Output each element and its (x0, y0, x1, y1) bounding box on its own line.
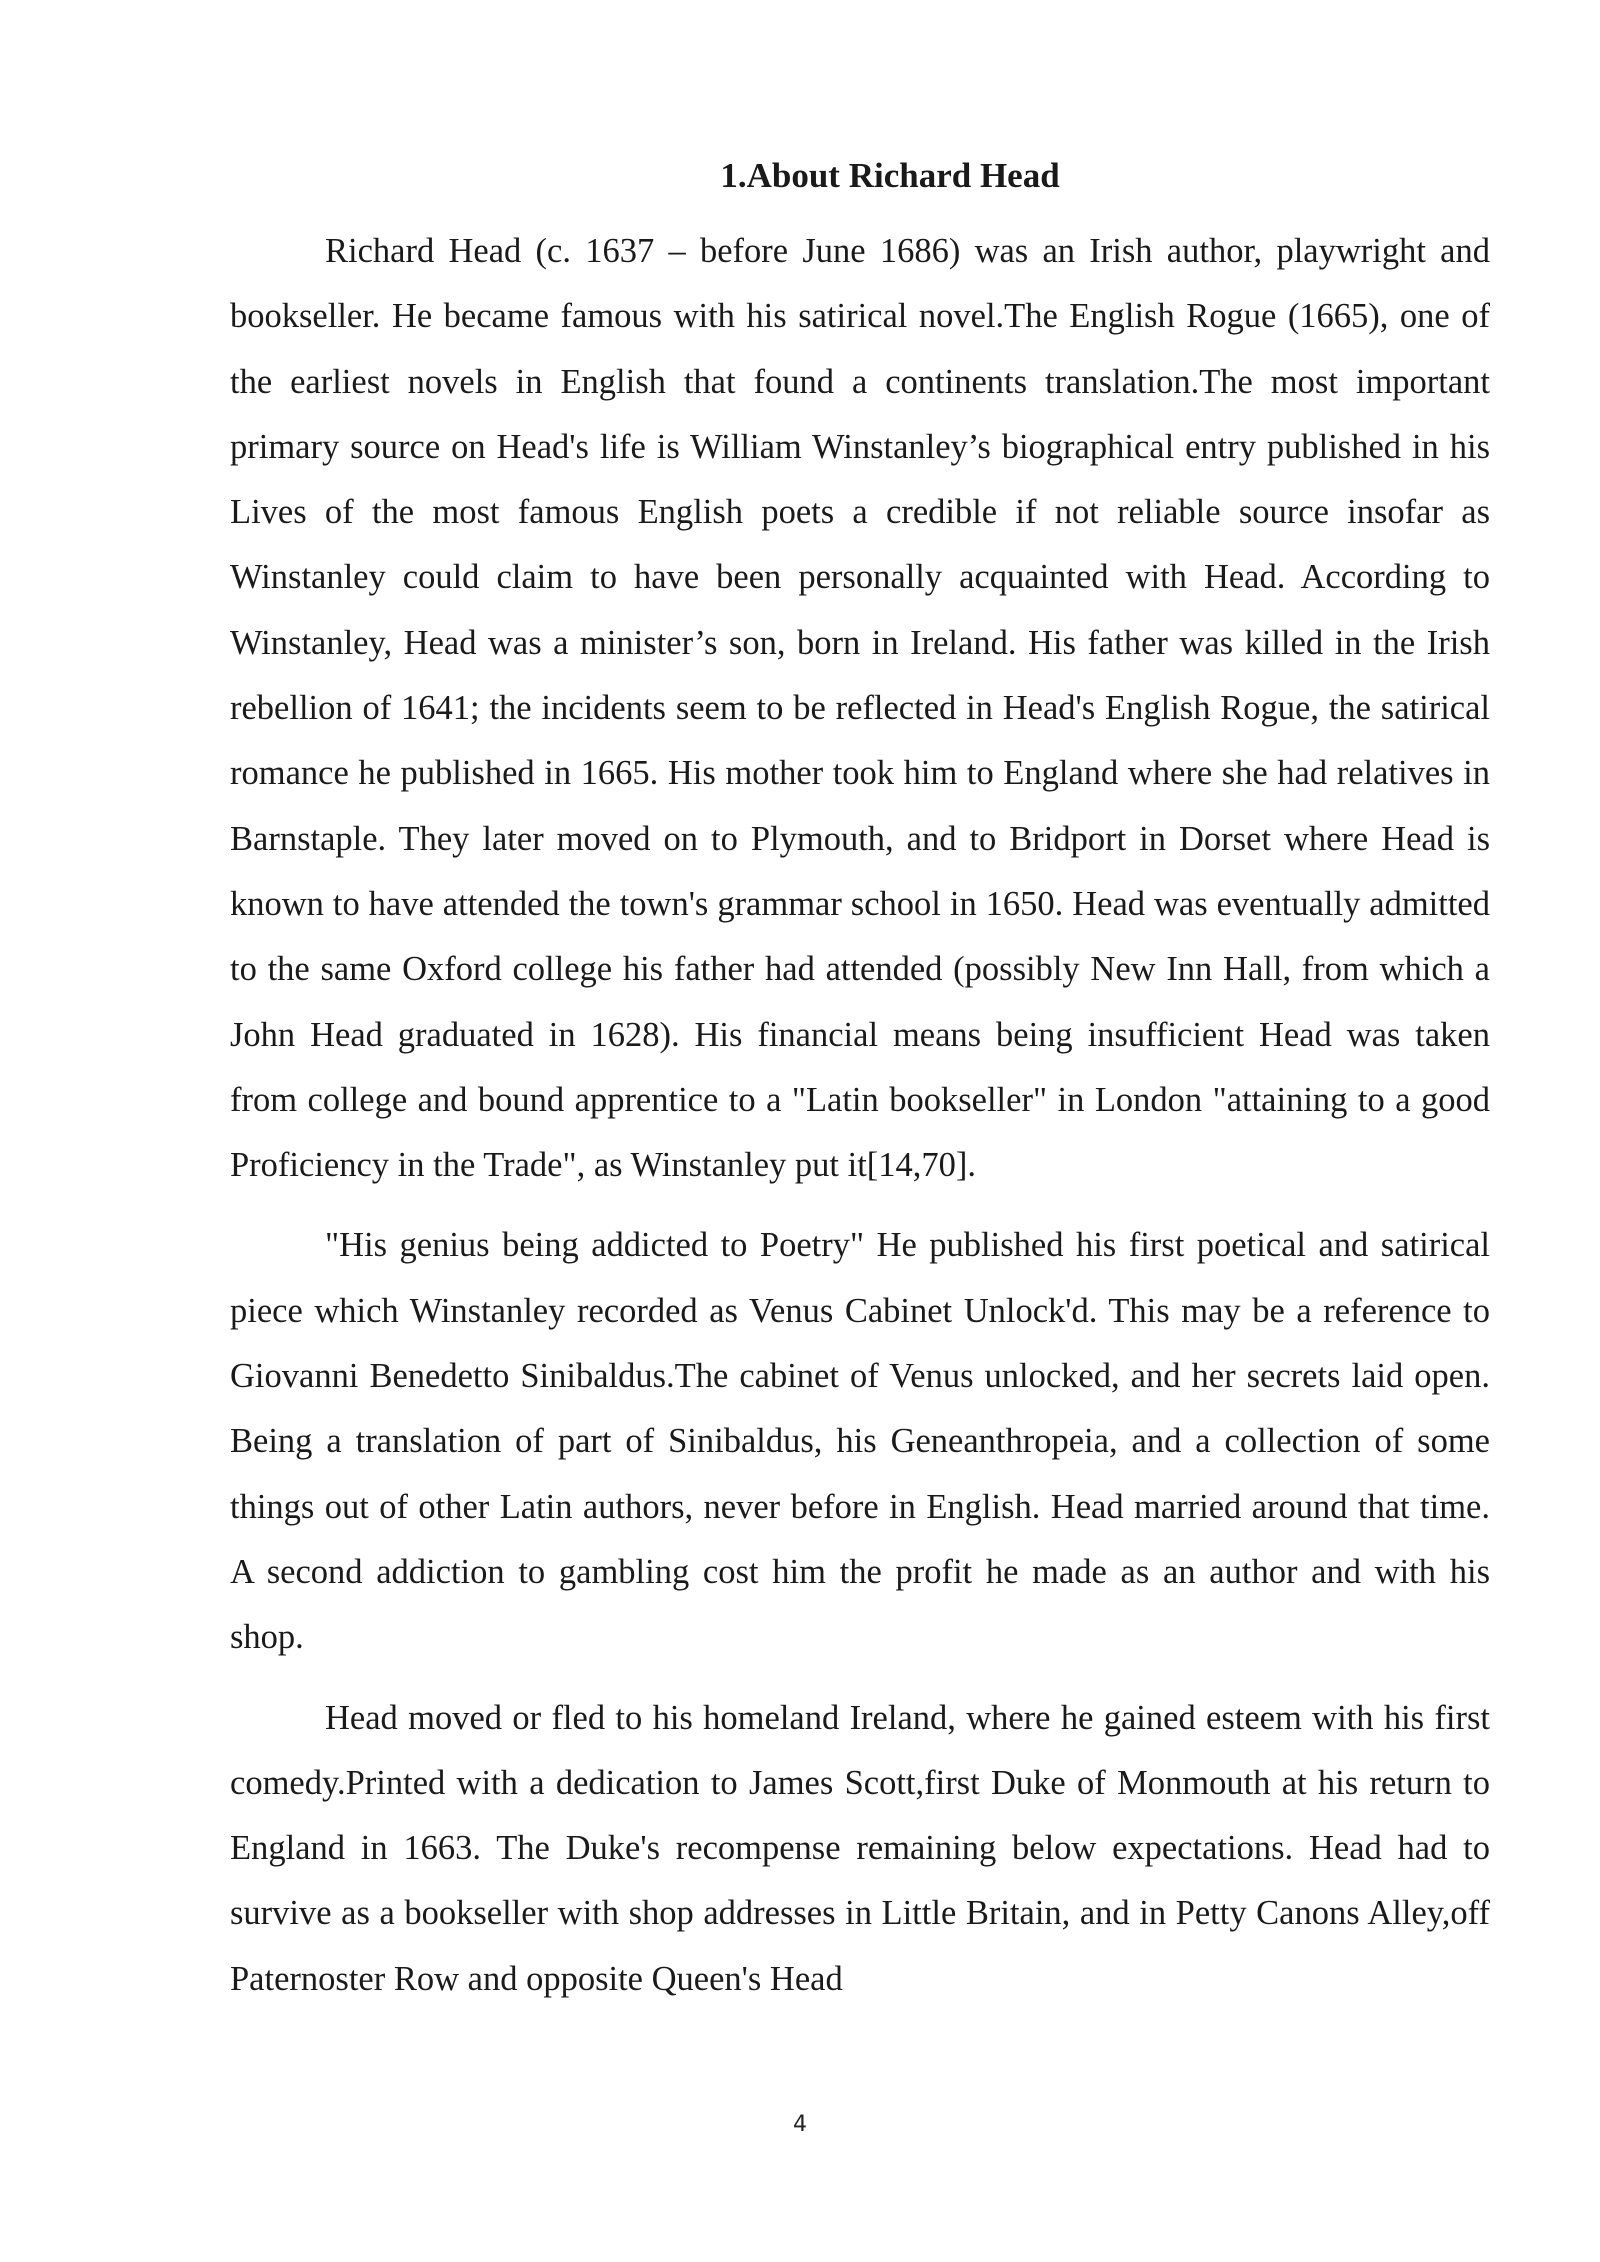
body-paragraph: Richard Head (c. 1637 – before June 1686) was an Irish author, playwright and bookseller. He became famous with his satirical novel.The English Rogue (1665), one of the earliest novels in English that found a continents translation.The most important primary source on Head's life is William Winstanley’s biographical entry published in his Lives of the most famous English poets a credible if not reliable source insofar as Winstanley could claim to have been personally acquainted with Head. According to Winstanley, Head was a minister’s son, born in Ireland. His father was killed in the Irish rebellion of 1641; the incidents seem to be reflected in Head's English Rogue, the satirical romance he published in 1665. His mother took him to England where she had relatives in Barnstaple. They later moved on to Plymouth, and to Bridport in Dorset where Head is known to have attended the town's grammar school in 1650. Head was eventually admitted to the same Oxford college his father had attended (possibly New Inn Hall, from which a John Head graduated in 1628). His financial means being insufficient Head was taken from college and bound apprentice to a "Latin bookseller" in London "attaining to a good Proficiency in the Trade", as Winstanley put it[14,70]. (230, 232, 1490, 1185)
section-heading: 1.About Richard Head (720, 156, 1060, 195)
page-content (230, 146, 1490, 2012)
page-number: 4 (793, 2112, 807, 2137)
body-paragraph: Head moved or fled to his homeland Ireland, where he gained esteem with his first comedy.Printed with a dedication to James Scott,first Duke of Monmouth at his return to England in 1663. The Duke's recompense remaining below expectations. Head had to survive as a bookseller with shop addresses in Little Britain, and in Petty Canons Alley,off Paternoster Row and opposite Queen's Head (230, 1698, 1490, 1998)
body-paragraph: "His genius being addicted to Poetry" He published his first poetical and satirical piece which Winstanley recorded as Venus Cabinet Unlock'd. This may be a reference to Giovanni Benedetto Sinibaldus.The cabinet of Venus unlocked, and her secrets laid open. Being a translation of part of Sinibaldus, his Geneanthropeia, and a collection of some things out of other Latin authors, never before in English. Head married around that time. A second addiction to gambling cost him the profit he made as an author and with his shop. (230, 1226, 1490, 1657)
